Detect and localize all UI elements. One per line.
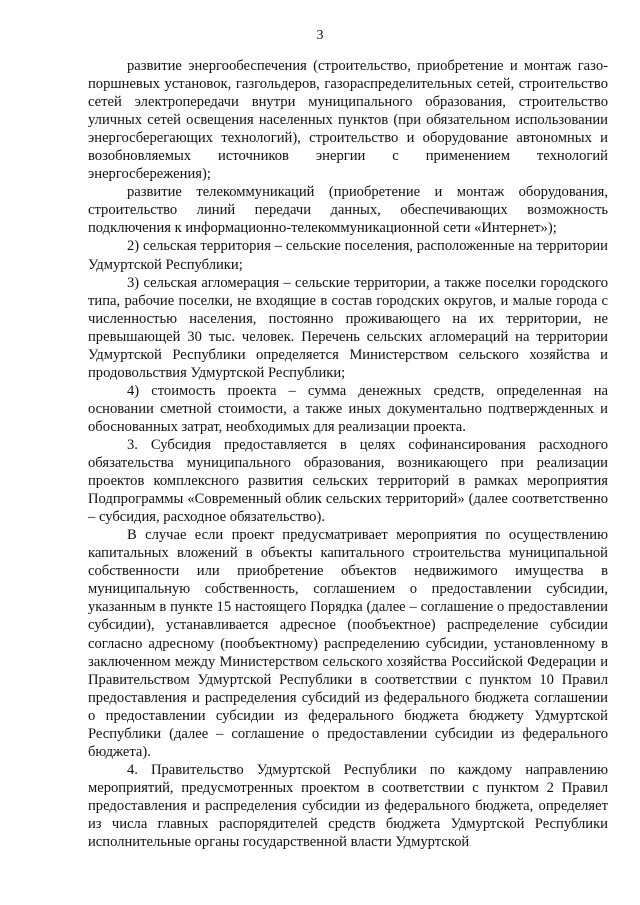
paragraph-government-determines: 4. Правительство Удмуртской Республики по каждому направлению мероприятий, предусмотренных проектом в соответствии с пунктом 2 Правил предоставления и распределения субсидии из федерального бюджета, определяет из числа главных распорядителей средств бюджета Удмуртской Республики исполнительные органы государственной власти Удмуртской	[88, 761, 608, 851]
paragraph-energy-supply: развитие энергообеспечения (строительство, приобретение и монтаж газо-поршневых установок, газгольдеров, газораспределительных сетей, строительство сетей электропередачи внутри муниципального образования, строительство уличных сетей освещения населенных пунктов (при обязательном использовании энергосберегающих технологий), строительство и оборудование автономных и возобновляемых источников энергии с применением технологий энергосбережения);	[88, 58, 608, 183]
paragraph-telecommunications: развитие телекоммуникаций (приобретение и монтаж оборудования, строительство линий передачи данных, обеспечивающих возможность подключения к информационно-телекоммуникационной сети «Интернет»);	[88, 184, 608, 237]
paragraph-rural-territory: 2) сельская территория – сельские поселения, расположенные на территории Удмуртской Республики;	[88, 238, 608, 273]
paragraph-project-cost: 4) стоимость проекта – сумма денежных средств, определенная на основании сметной стоимости, а также иных документально подтвержденных и обоснованных затрат, необходимых для реализации проекта.	[88, 382, 608, 435]
paragraph-subsidy-purpose: 3. Субсидия предоставляется в целях софинансирования расходного обязательства муниципального образования, возникающего при реализации проектов комплексного развития сельских территорий в рамках мероприятия Подпрограммы «Современный облик сельских территорий» (далее соответственно – субсидия, расходное обязательство).	[88, 436, 608, 526]
document-body	[88, 57, 608, 851]
paragraph-rural-agglomeration: 3) сельская агломерация – сельские территории, а также поселки городского типа, рабочие поселки, не входящие в состав городских округов, и малые города с численностью населения, постоянно проживающего на их территории, не превышающей 30 тыс. человек. Перечень сельских агломераций на территории Удмуртской Республики определяется Министерством сельского хозяйства и продовольствия Удмуртской Республики;	[88, 274, 608, 381]
page-number: 3	[316, 28, 324, 43]
paragraph-capital-investments: В случае если проект предусматривает мероприятия по осуществлению капитальных вложений в объекты капитального строительства муниципальной собственности или приобретение объектов недвижимого имущества в муниципальную собственность, соглашением о предоставлении субсидии, указанным в пункте 15 настоящего Порядка (далее – соглашение о предоставлении субсидии), устанавливается адресное (пообъектное) распределение субсидии согласно адресному (пообъектному) распределению субсидии, установленному в заключенном между Министерством сельского хозяйства Российской Федерации и Правительством Удмуртской Республики в соответствии с пунктом 10 Правил предоставления и распределения субсидий из федерального бюджета соглашении о предоставлении субсидии из федерального бюджета бюджету Удмуртской Республики (далее – соглашение о предоставлении субсидии из федерального бюджета).	[88, 527, 608, 760]
